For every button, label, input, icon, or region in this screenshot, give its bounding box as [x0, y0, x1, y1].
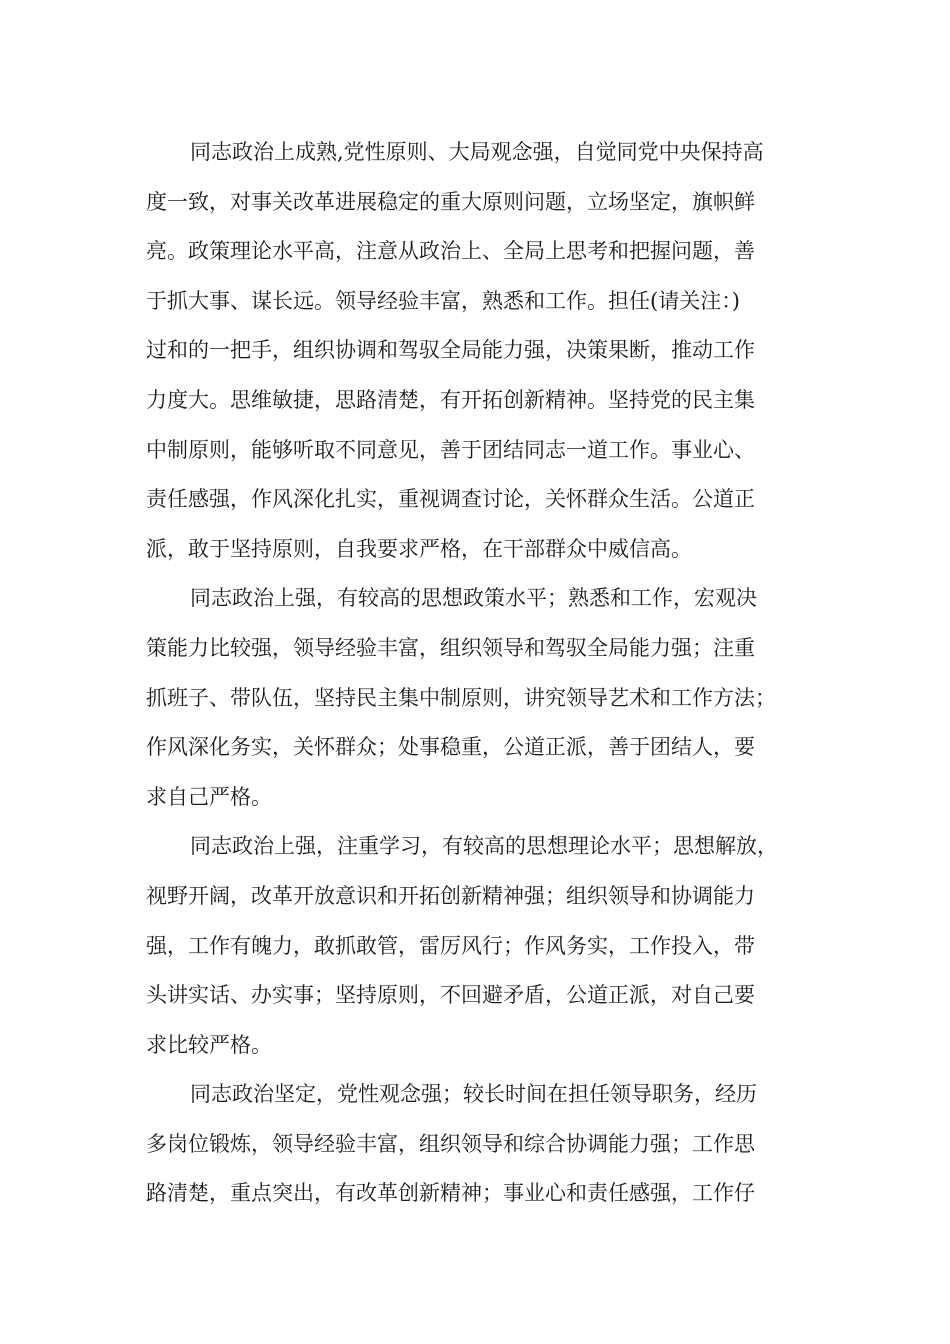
text-line: 亮。政策理论水平高，注意从政治上、全局上思考和把握问题，善 [146, 239, 755, 264]
text-line: 同志政治上成熟,党性原则、大局观念强，自觉同党中央保持高 [190, 140, 764, 164]
text-line: 责任感强，作风深化扎实，重视调查讨论，关怀群众生活。公道正 [146, 487, 755, 512]
text-line: 路清楚，重点突出，有改革创新精神；事业心和责任感强，工作仔 [146, 1181, 755, 1206]
text-line: 过和的一把手，组织协调和驾驭全局能力强，决策果断，推动工作 [146, 338, 755, 363]
paragraph-1 [146, 128, 826, 574]
paragraph-2 [146, 574, 826, 822]
document-body [146, 128, 826, 1219]
text-line: 同志政治坚定，党性观念强；较长时间在担任领导职务，经历 [190, 1082, 757, 1107]
paragraph-4 [146, 1070, 826, 1219]
paragraph-3 [146, 822, 826, 1070]
text-line: 头讲实话、办实事；坚持原则，不回避矛盾，公道正派，对自己要 [146, 983, 755, 1008]
text-line: 作风深化务实，关怀群众；处事稳重，公道正派，善于团结人，要 [146, 735, 755, 760]
text-line: 度一致，对事关改革进展稳定的重大原则问题，立场坚定，旗帜鲜 [146, 189, 755, 214]
text-line: 策能力比较强，领导经验丰富，组织领导和驾驭全局能力强；注重 [146, 635, 755, 660]
text-line: 抓班子、带队伍，坚持民主集中制原则，讲究领导艺术和工作方法； [146, 685, 776, 710]
text-line: 多岗位锻炼，领导经验丰富，组织领导和综合协调能力强；工作思 [146, 1131, 755, 1156]
text-line: 力度大。思维敏捷，思路清楚，有开拓创新精神。坚持党的民主集 [146, 387, 755, 412]
text-line: 中制原则，能够听取不同意见，善于团结同志一道工作。事业心、 [146, 437, 755, 462]
text-line: 于抓大事、谋长远。领导经验丰富，熟悉和工作。担任(请关注：) [146, 288, 740, 313]
text-line: 同志政治上强，有较高的思想政策水平；熟悉和工作，宏观决 [190, 586, 757, 611]
text-line: 求比较严格。 [146, 1032, 272, 1057]
text-line: 求自己严格。 [146, 784, 272, 809]
text-line: 视野开阔，改革开放意识和开拓创新精神强；组织领导和协调能力 [146, 883, 755, 908]
text-line: 同志政治上强，注重学习，有较高的思想理论水平；思想解放， [190, 834, 778, 859]
text-line: 强，工作有魄力，敢抓敢管，雷厉风行；作风务实，工作投入，带 [146, 933, 755, 958]
text-line: 派，敢于坚持原则，自我要求严格，在干部群众中威信高。 [146, 536, 692, 561]
